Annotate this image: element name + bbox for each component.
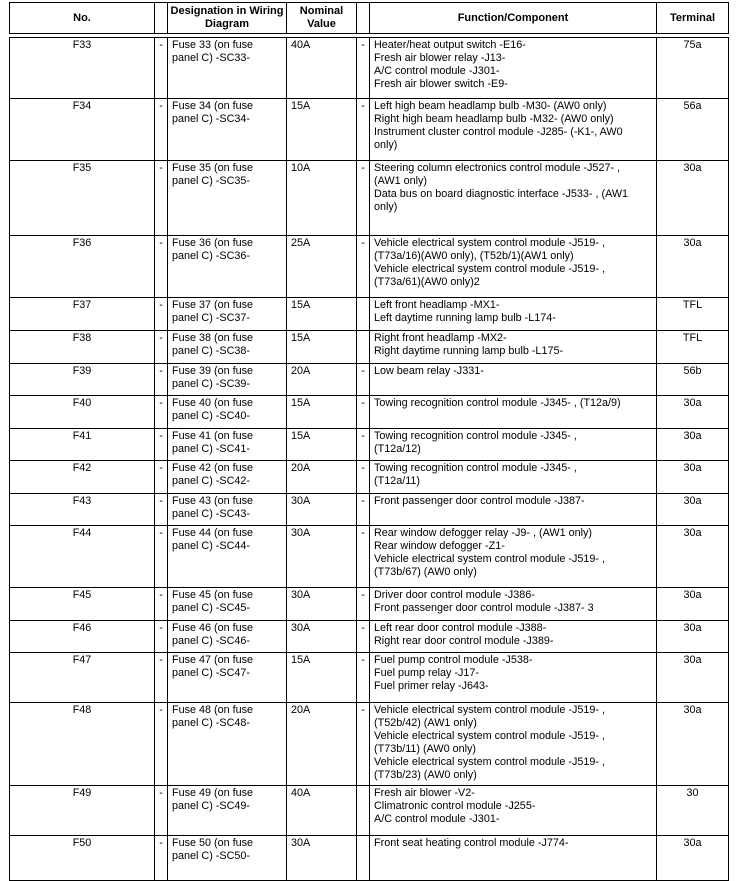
table-row bbox=[10, 236, 729, 298]
cell-terminal: 30a bbox=[657, 703, 729, 786]
table-row bbox=[10, 526, 729, 588]
text-line: Vehicle electrical system control module -J519- , bbox=[374, 237, 606, 249]
text-line: panel C) -SC33- bbox=[172, 52, 251, 64]
table-row bbox=[10, 494, 729, 526]
cell-no: F43 bbox=[10, 494, 155, 526]
cell-dash-1: - bbox=[155, 653, 168, 703]
cell-dash-1: - bbox=[155, 588, 168, 621]
cell-designation bbox=[168, 429, 287, 461]
cell-no: F34 bbox=[10, 99, 155, 161]
fuse-table-body bbox=[9, 37, 729, 881]
cell-no: F38 bbox=[10, 331, 155, 364]
cell-no: F47 bbox=[10, 653, 155, 703]
table-row bbox=[10, 588, 729, 621]
cell-dash-1: - bbox=[155, 494, 168, 526]
fuse-table-header bbox=[9, 2, 729, 34]
cell-dash-2: - bbox=[357, 703, 370, 786]
text-line: Right daytime running lamp bulb -L175- bbox=[374, 345, 564, 357]
text-line: Front passenger door control module -J387- 3 bbox=[374, 602, 594, 614]
table-row bbox=[10, 461, 729, 494]
cell-no: F42 bbox=[10, 461, 155, 494]
cell-dash-2: - bbox=[357, 429, 370, 461]
cell-function bbox=[370, 99, 657, 161]
cell-dash-2: - bbox=[357, 38, 370, 99]
text-line: Vehicle electrical system control module -J519- , bbox=[374, 730, 606, 742]
text-line: Steering column electronics control module -J527- , bbox=[374, 162, 621, 174]
cell-terminal: 56b bbox=[657, 364, 729, 396]
cell-dash-1: - bbox=[155, 236, 168, 298]
text-line: Fuel primer relay -J643- bbox=[374, 680, 489, 692]
cell-function bbox=[370, 494, 657, 526]
cell-dash-2 bbox=[357, 298, 370, 331]
cell-no: F36 bbox=[10, 236, 155, 298]
cell-terminal: 30a bbox=[657, 588, 729, 621]
table-row bbox=[10, 836, 729, 881]
text-line: Right front headlamp -MX2- bbox=[374, 332, 507, 344]
table-row bbox=[10, 38, 729, 99]
cell-function bbox=[370, 786, 657, 836]
cell-terminal: 30a bbox=[657, 161, 729, 236]
cell-dash-2: - bbox=[357, 621, 370, 653]
cell-nominal-value: 20A bbox=[287, 461, 357, 494]
cell-terminal: 30a bbox=[657, 836, 729, 881]
cell-dash-2: - bbox=[357, 161, 370, 236]
cell-dash-2: - bbox=[357, 526, 370, 588]
cell-nominal-value: 40A bbox=[287, 786, 357, 836]
text-line: panel C) -SC45- bbox=[172, 602, 251, 614]
cell-no: F48 bbox=[10, 703, 155, 786]
text-line: Right rear door control module -J389- bbox=[374, 635, 554, 647]
text-line: (T73b/11) (AW0 only) bbox=[374, 743, 477, 755]
text-line: panel C) -SC44- bbox=[172, 540, 251, 552]
cell-dash-1: - bbox=[155, 703, 168, 786]
cell-designation bbox=[168, 703, 287, 786]
cell-nominal-value: 25A bbox=[287, 236, 357, 298]
text-line: Vehicle electrical system control module -J519- , bbox=[374, 756, 606, 768]
cell-dash-1: - bbox=[155, 461, 168, 494]
cell-designation bbox=[168, 588, 287, 621]
text-line: Data bus on board diagnostic interface -J533- , (AW1 bbox=[374, 188, 629, 200]
text-line: (AW1 only) bbox=[374, 175, 427, 187]
cell-terminal: 56a bbox=[657, 99, 729, 161]
cell-function bbox=[370, 588, 657, 621]
column-header-terminal: Terminal bbox=[657, 3, 729, 34]
table-row bbox=[10, 653, 729, 703]
text-line: Fuse 38 (on fuse bbox=[172, 332, 254, 344]
cell-function bbox=[370, 526, 657, 588]
text-line: Instrument cluster control module -J285- (-K1-, AW0 bbox=[374, 126, 623, 138]
text-line: panel C) -SC47- bbox=[172, 667, 251, 679]
cell-nominal-value: 15A bbox=[287, 99, 357, 161]
cell-designation bbox=[168, 836, 287, 881]
cell-function bbox=[370, 653, 657, 703]
text-line: (T73b/23) (AW0 only) bbox=[374, 769, 477, 781]
cell-dash-1: - bbox=[155, 786, 168, 836]
cell-dash-2: - bbox=[357, 396, 370, 429]
cell-nominal-value: 15A bbox=[287, 298, 357, 331]
text-line: (T52b/42) (AW1 only) bbox=[374, 717, 477, 729]
text-line: Left rear door control module -J388- bbox=[374, 622, 547, 634]
cell-terminal: 30a bbox=[657, 494, 729, 526]
text-line: Fuse 43 (on fuse bbox=[172, 495, 254, 507]
cell-dash-1: - bbox=[155, 298, 168, 331]
cell-nominal-value: 15A bbox=[287, 396, 357, 429]
column-header-no: No. bbox=[10, 3, 155, 34]
cell-designation bbox=[168, 364, 287, 396]
table-row bbox=[10, 298, 729, 331]
cell-function bbox=[370, 298, 657, 331]
table-row bbox=[10, 331, 729, 364]
text-line: Fuse 49 (on fuse bbox=[172, 787, 254, 799]
cell-terminal: 30a bbox=[657, 236, 729, 298]
cell-no: F40 bbox=[10, 396, 155, 429]
cell-nominal-value: 30A bbox=[287, 588, 357, 621]
text-line: panel C) -SC39- bbox=[172, 378, 251, 390]
cell-designation bbox=[168, 298, 287, 331]
text-line: panel C) -SC41- bbox=[172, 443, 251, 455]
cell-dash-1: - bbox=[155, 526, 168, 588]
text-line: Right high beam headlamp bulb -M32- (AW0 only) bbox=[374, 113, 614, 125]
cell-no: F41 bbox=[10, 429, 155, 461]
text-line: Fuse 42 (on fuse bbox=[172, 462, 254, 474]
table-row bbox=[10, 786, 729, 836]
cell-terminal: 30a bbox=[657, 429, 729, 461]
cell-nominal-value: 30A bbox=[287, 494, 357, 526]
text-line: Fresh air blower relay -J13- bbox=[374, 52, 506, 64]
cell-function bbox=[370, 236, 657, 298]
table-row bbox=[10, 396, 729, 429]
text-line: (T73a/61)(AW0 only)2 bbox=[374, 276, 480, 288]
cell-no: F39 bbox=[10, 364, 155, 396]
text-line: Towing recognition control module -J345- , (T12a/9) bbox=[374, 397, 621, 409]
table-row bbox=[10, 161, 729, 236]
cell-dash-2: - bbox=[357, 364, 370, 396]
cell-function bbox=[370, 161, 657, 236]
cell-nominal-value: 15A bbox=[287, 331, 357, 364]
cell-dash-2: - bbox=[357, 236, 370, 298]
cell-nominal-value: 30A bbox=[287, 621, 357, 653]
text-line: panel C) -SC50- bbox=[172, 850, 251, 862]
cell-dash-2 bbox=[357, 836, 370, 881]
text-line: Fuse 40 (on fuse bbox=[172, 397, 254, 409]
text-line: Low beam relay -J331- bbox=[374, 365, 484, 377]
cell-terminal: 30 bbox=[657, 786, 729, 836]
cell-function bbox=[370, 621, 657, 653]
cell-no: F49 bbox=[10, 786, 155, 836]
cell-nominal-value: 15A bbox=[287, 429, 357, 461]
cell-dash-1: - bbox=[155, 161, 168, 236]
cell-dash-2: - bbox=[357, 494, 370, 526]
cell-dash-1: - bbox=[155, 364, 168, 396]
cell-designation bbox=[168, 38, 287, 99]
cell-terminal: 30a bbox=[657, 653, 729, 703]
text-line: panel C) -SC38- bbox=[172, 345, 251, 357]
cell-function bbox=[370, 461, 657, 494]
text-line: (T73b/67) (AW0 only) bbox=[374, 566, 477, 578]
cell-nominal-value: 10A bbox=[287, 161, 357, 236]
text-line: panel C) -SC40- bbox=[172, 410, 251, 422]
cell-designation bbox=[168, 236, 287, 298]
text-line: panel C) -SC48- bbox=[172, 717, 251, 729]
text-line: Fuse 50 (on fuse bbox=[172, 837, 254, 849]
cell-dash-1: - bbox=[155, 331, 168, 364]
cell-no: F45 bbox=[10, 588, 155, 621]
text-line: Rear window defogger -Z1- bbox=[374, 540, 505, 552]
text-line: Fuse 34 (on fuse bbox=[172, 100, 254, 112]
text-line: Fuse 39 (on fuse bbox=[172, 365, 254, 377]
table-row bbox=[10, 99, 729, 161]
text-line: Fuse 33 (on fuse bbox=[172, 39, 254, 51]
cell-dash-1: - bbox=[155, 429, 168, 461]
cell-no: F50 bbox=[10, 836, 155, 881]
text-line: Vehicle electrical system control module -J519- , bbox=[374, 704, 606, 716]
text-line: panel C) -SC46- bbox=[172, 635, 251, 647]
cell-dash-2 bbox=[357, 331, 370, 364]
cell-dash-1: - bbox=[155, 836, 168, 881]
text-line: Driver door control module -J386- bbox=[374, 589, 535, 601]
column-header-spacer bbox=[357, 3, 370, 34]
column-header-spacer bbox=[155, 3, 168, 34]
text-line: panel C) -SC36- bbox=[172, 250, 251, 262]
cell-nominal-value: 15A bbox=[287, 653, 357, 703]
cell-no: F37 bbox=[10, 298, 155, 331]
cell-function bbox=[370, 364, 657, 396]
text-line: A/C control module -J301- bbox=[374, 65, 500, 77]
cell-dash-2 bbox=[357, 786, 370, 836]
text-line: Fuse 45 (on fuse bbox=[172, 589, 254, 601]
text-line: Fuse 44 (on fuse bbox=[172, 527, 254, 539]
cell-function bbox=[370, 38, 657, 99]
text-line: A/C control module -J301- bbox=[374, 813, 500, 825]
text-line: panel C) -SC43- bbox=[172, 508, 251, 520]
cell-nominal-value: 40A bbox=[287, 38, 357, 99]
text-line: Fuse 41 (on fuse bbox=[172, 430, 254, 442]
cell-no: F35 bbox=[10, 161, 155, 236]
cell-function bbox=[370, 836, 657, 881]
text-line: Fresh air blower -V2- bbox=[374, 787, 475, 799]
column-header-function: Function/Component bbox=[370, 3, 657, 34]
cell-nominal-value: 30A bbox=[287, 836, 357, 881]
table-row bbox=[10, 364, 729, 396]
text-line: Fuel pump control module -J538- bbox=[374, 654, 533, 666]
text-line: panel C) -SC37- bbox=[172, 312, 251, 324]
cell-designation bbox=[168, 461, 287, 494]
text-line: panel C) -SC42- bbox=[172, 475, 251, 487]
text-line: Climatronic control module -J255- bbox=[374, 800, 536, 812]
text-line: Left high beam headlamp bulb -M30- (AW0 only) bbox=[374, 100, 607, 112]
text-line: Fuse 47 (on fuse bbox=[172, 654, 254, 666]
cell-terminal: 30a bbox=[657, 461, 729, 494]
text-line: Fuse 46 (on fuse bbox=[172, 622, 254, 634]
cell-designation bbox=[168, 621, 287, 653]
cell-function bbox=[370, 429, 657, 461]
text-line: Fuse 36 (on fuse bbox=[172, 237, 254, 249]
text-line: Rear window defogger relay -J9- , (AW1 only) bbox=[374, 527, 593, 539]
text-line: Fresh air blower switch -E9- bbox=[374, 78, 508, 90]
text-line: Fuse 35 (on fuse bbox=[172, 162, 254, 174]
table-row bbox=[10, 621, 729, 653]
text-line: Vehicle electrical system control module -J519- , bbox=[374, 263, 606, 275]
cell-designation bbox=[168, 331, 287, 364]
cell-dash-1: - bbox=[155, 396, 168, 429]
cell-function bbox=[370, 703, 657, 786]
cell-no: F44 bbox=[10, 526, 155, 588]
text-line: Fuse 48 (on fuse bbox=[172, 704, 254, 716]
cell-dash-1: - bbox=[155, 38, 168, 99]
cell-designation bbox=[168, 786, 287, 836]
cell-terminal: 75a bbox=[657, 38, 729, 99]
text-line: panel C) -SC34- bbox=[172, 113, 251, 125]
text-line: Left front headlamp -MX1- bbox=[374, 299, 500, 311]
table-row bbox=[10, 703, 729, 786]
text-line: Front seat heating control module -J774- bbox=[374, 837, 569, 849]
cell-nominal-value: 20A bbox=[287, 703, 357, 786]
text-line: Towing recognition control module -J345- , bbox=[374, 430, 577, 442]
text-line: Left daytime running lamp bulb -L174- bbox=[374, 312, 556, 324]
cell-terminal: 30a bbox=[657, 621, 729, 653]
text-line: Vehicle electrical system control module -J519- , bbox=[374, 553, 606, 565]
text-line: Fuel pump relay -J17- bbox=[374, 667, 480, 679]
cell-no: F33 bbox=[10, 38, 155, 99]
cell-terminal: TFL bbox=[657, 331, 729, 364]
cell-terminal: 30a bbox=[657, 526, 729, 588]
text-line: panel C) -SC49- bbox=[172, 800, 251, 812]
text-line: Towing recognition control module -J345- , bbox=[374, 462, 577, 474]
cell-designation bbox=[168, 396, 287, 429]
text-line: Front passenger door control module -J387- bbox=[374, 495, 585, 507]
header-row bbox=[10, 3, 729, 34]
cell-dash-2: - bbox=[357, 588, 370, 621]
text-line: Heater/heat output switch -E16- bbox=[374, 39, 526, 51]
cell-designation bbox=[168, 494, 287, 526]
text-line: (T73a/16)(AW0 only), (T52b/1)(AW1 only) bbox=[374, 250, 574, 262]
cell-function bbox=[370, 396, 657, 429]
text-line: Fuse 37 (on fuse bbox=[172, 299, 254, 311]
column-header-nominal-value: Nominal Value bbox=[287, 3, 357, 34]
text-line: panel C) -SC35- bbox=[172, 175, 251, 187]
cell-designation bbox=[168, 99, 287, 161]
cell-terminal: 30a bbox=[657, 396, 729, 429]
table-row bbox=[10, 429, 729, 461]
text-line: only) bbox=[374, 139, 398, 151]
text-line: only) bbox=[374, 201, 398, 213]
cell-dash-2: - bbox=[357, 461, 370, 494]
cell-dash-2: - bbox=[357, 99, 370, 161]
cell-designation bbox=[168, 653, 287, 703]
cell-dash-2: - bbox=[357, 653, 370, 703]
cell-dash-1: - bbox=[155, 99, 168, 161]
text-line: (T12a/12) bbox=[374, 443, 421, 455]
cell-nominal-value: 30A bbox=[287, 526, 357, 588]
cell-terminal: TFL bbox=[657, 298, 729, 331]
cell-no: F46 bbox=[10, 621, 155, 653]
cell-nominal-value: 20A bbox=[287, 364, 357, 396]
cell-designation bbox=[168, 526, 287, 588]
cell-designation bbox=[168, 161, 287, 236]
text-line: (T12a/11) bbox=[374, 475, 421, 487]
cell-function bbox=[370, 331, 657, 364]
cell-dash-1: - bbox=[155, 621, 168, 653]
column-header-designation: Designation in Wiring Diagram bbox=[168, 3, 287, 34]
